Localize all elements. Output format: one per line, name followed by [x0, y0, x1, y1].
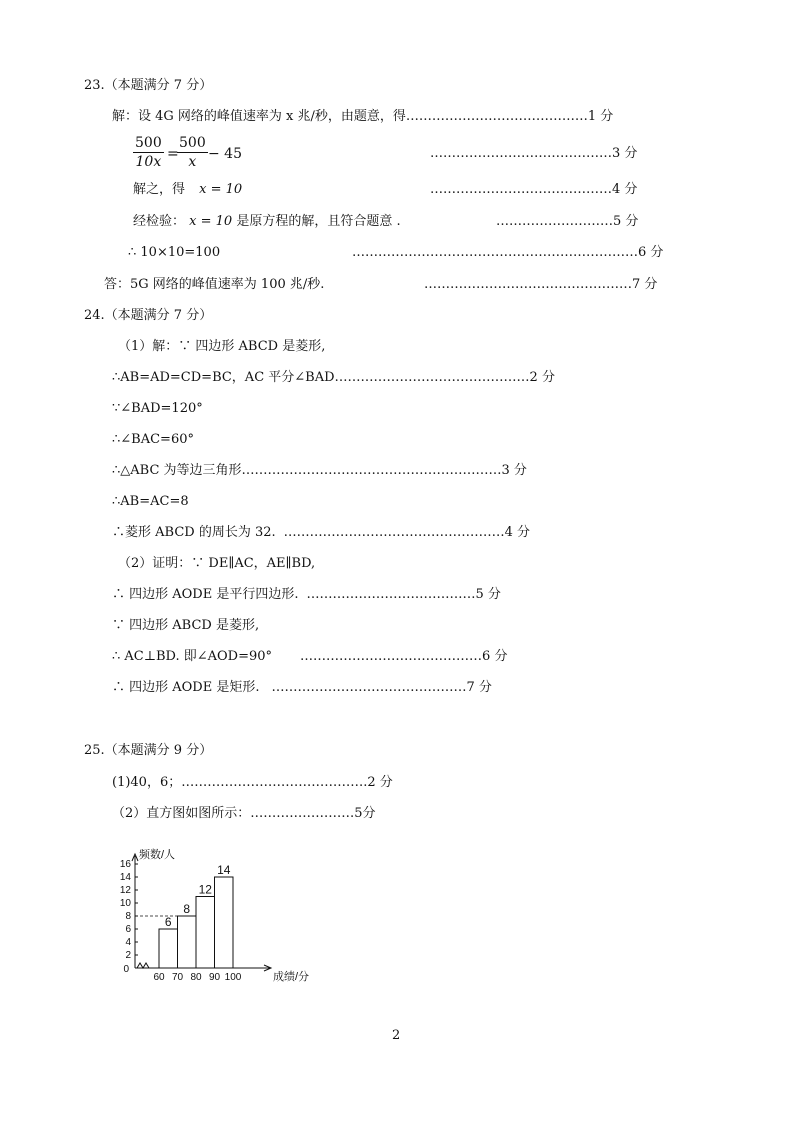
bar-data-label: 8	[183, 902, 191, 916]
q23-fraction-2	[177, 135, 208, 170]
q25-line-1: (1)40，6；…………………………………….2 分	[112, 775, 393, 790]
q23-eq-dots: ……………………………………	[430, 146, 612, 161]
origin-label: 0	[123, 964, 129, 975]
q24-line-score: 5 分	[475, 587, 501, 602]
q23-line-5-dots: …………………………………………………………	[352, 245, 638, 260]
q24-line	[112, 401, 203, 417]
q23-line-4-text-b: 是原方程的解，且符合题意 .	[236, 214, 401, 229]
q23-line-3-dots: ……………………………………	[430, 182, 612, 197]
histogram-bar	[159, 929, 178, 968]
q24-line-dots: ………………………………………	[271, 680, 467, 695]
q24-header: 24.（本题满分 7 分）	[84, 308, 213, 323]
bar-data-label: 6	[164, 915, 172, 929]
q25-line-2: （2）直方图如图所示：……………………5分	[112, 806, 376, 821]
bar-data-label: 12	[198, 882, 212, 897]
q24-line-dots: ……………………………………………	[283, 525, 505, 540]
q24-line-text: ∴△ABC 为等边三角形	[112, 463, 242, 478]
q24-line	[112, 587, 501, 603]
q23-line-4-dots: ………………………	[496, 214, 613, 229]
q23-header: 23.（本题满分 7 分）	[84, 78, 213, 93]
q23-fraction-1-numerator: 500	[135, 135, 162, 151]
q23-fraction-1	[133, 135, 164, 170]
q23-line-4-score: 5 分	[613, 214, 639, 229]
q24-line-text: ∴ AC⊥BD. 即∠AOD=90°	[112, 649, 273, 664]
q23-line-4-expr: x = 10	[189, 214, 233, 229]
q24-line-text: ∴ 四边形 AODE 是平行四边形.	[112, 587, 299, 602]
q23-line-3-score-row	[430, 182, 637, 198]
q24-line	[112, 463, 527, 479]
histogram-svg	[100, 840, 310, 990]
q24-line-text: ∵∠BAD=120°	[112, 401, 203, 416]
q24-line	[118, 556, 315, 572]
q23-answer: 答：5G 网络的峰值速率为 100 兆/秒.	[104, 277, 325, 292]
y-tick-label: 8	[125, 911, 131, 922]
q23-line-3-expr: x = 10	[199, 182, 243, 197]
y-tick-label: 10	[119, 898, 131, 909]
q23-line-1	[112, 109, 613, 125]
histogram-bar	[196, 897, 215, 969]
q24-line-text: ∴AB=AC=8	[112, 494, 189, 509]
q25-header: 25.（本题满分 9 分）	[84, 743, 213, 758]
histogram-chart	[100, 840, 310, 990]
q24-line-score: 2 分	[529, 370, 555, 385]
y-axis-label: 频数/人	[139, 849, 176, 861]
x-tick-label: 100	[224, 972, 242, 983]
q23-line-5-score: 6 分	[638, 245, 664, 260]
q24-line-dots: …………………………………	[306, 587, 476, 602]
q24-line	[112, 649, 507, 665]
y-tick-label: 14	[119, 872, 131, 883]
histogram-bar	[178, 916, 197, 968]
q23-line-4-text-a: 经检验：	[133, 214, 186, 229]
q23-line-5: ∴ 10×10=100	[128, 245, 221, 260]
q23-eq-score-row	[430, 146, 637, 162]
q23-eq-tail: − 45	[208, 146, 242, 162]
q23-fraction-2-numerator: 500	[179, 135, 206, 151]
q23-line-5-score-row	[352, 245, 663, 261]
y-tick-label: 16	[119, 859, 131, 870]
q24-line-dots: ……………………………………………………	[241, 463, 502, 478]
x-tick-label: 60	[153, 972, 165, 983]
y-tick-label: 4	[125, 937, 131, 948]
q24-line-dots: ………………………………………	[334, 370, 530, 385]
q24-line-text: ∴AB=AD=CD=BC，AC 平分∠BAD	[112, 370, 335, 385]
q24-line-text: ∴∠BAC=60°	[112, 432, 194, 447]
histogram-bar	[215, 877, 234, 968]
axis-break	[137, 963, 149, 968]
q24-line	[118, 339, 325, 355]
x-tick-label: 80	[190, 972, 202, 983]
q23-answer-dots: …………………………………………	[424, 277, 632, 292]
q23-line-3-text: 解之，得	[133, 182, 186, 197]
q24-line-score: 3 分	[501, 463, 527, 478]
q24-line	[112, 618, 259, 634]
q24-line	[112, 494, 189, 510]
q24-line	[112, 680, 492, 696]
q24-line	[112, 525, 530, 541]
y-tick-label: 2	[125, 950, 131, 961]
q23-line-4-score-row	[496, 214, 638, 230]
q24-line-text: ∵ 四边形 ABCD 是菱形,	[112, 618, 260, 633]
q24-line-text: ∴ 四边形 AODE 是矩形.	[112, 680, 260, 695]
page-number: 2	[392, 1028, 401, 1043]
x-tick-label: 90	[208, 972, 221, 983]
q24-line-dots: ……………………………………	[300, 649, 483, 664]
q24-line	[112, 432, 194, 448]
q24-line-text: （2）证明：∵ DE∥AC，AE∥BD,	[118, 556, 316, 571]
q23-line-1-score: 1 分	[587, 109, 614, 124]
q23-line-3-score: 4 分	[612, 182, 638, 197]
q23-fraction-2-denominator: x	[188, 154, 197, 170]
q23-answer-score-row	[424, 277, 657, 293]
q24-line	[112, 370, 555, 386]
q24-line-score: 6 分	[482, 649, 508, 664]
q24-line-text: ∴菱形 ABCD 的周长为 32.	[112, 525, 276, 540]
q23-line-1-dots: ……………………………………	[405, 109, 588, 124]
q23-line-1-text: 解：设 4G 网络的峰值速率为 x 兆/秒，由题意，得	[112, 109, 406, 124]
q24-line-text: （1）解：∵ 四边形 ABCD 是菱形,	[118, 339, 326, 354]
y-tick-label: 6	[125, 924, 131, 935]
q23-fraction-1-denominator: 10x	[135, 154, 162, 170]
x-axis-label: 成绩/分	[273, 971, 310, 983]
q23-eq-sign: =	[167, 146, 179, 162]
q23-answer-score: 7 分	[632, 277, 658, 292]
q24-line-score: 4 分	[504, 525, 531, 540]
x-tick-label: 70	[171, 972, 184, 983]
q23-line-3	[133, 182, 242, 198]
bar-data-label: 14	[217, 863, 231, 877]
y-tick-label: 12	[119, 885, 131, 896]
q24-line-score: 7 分	[466, 680, 492, 695]
q23-line-4	[133, 214, 401, 230]
q23-eq-score: 3 分	[612, 146, 638, 161]
